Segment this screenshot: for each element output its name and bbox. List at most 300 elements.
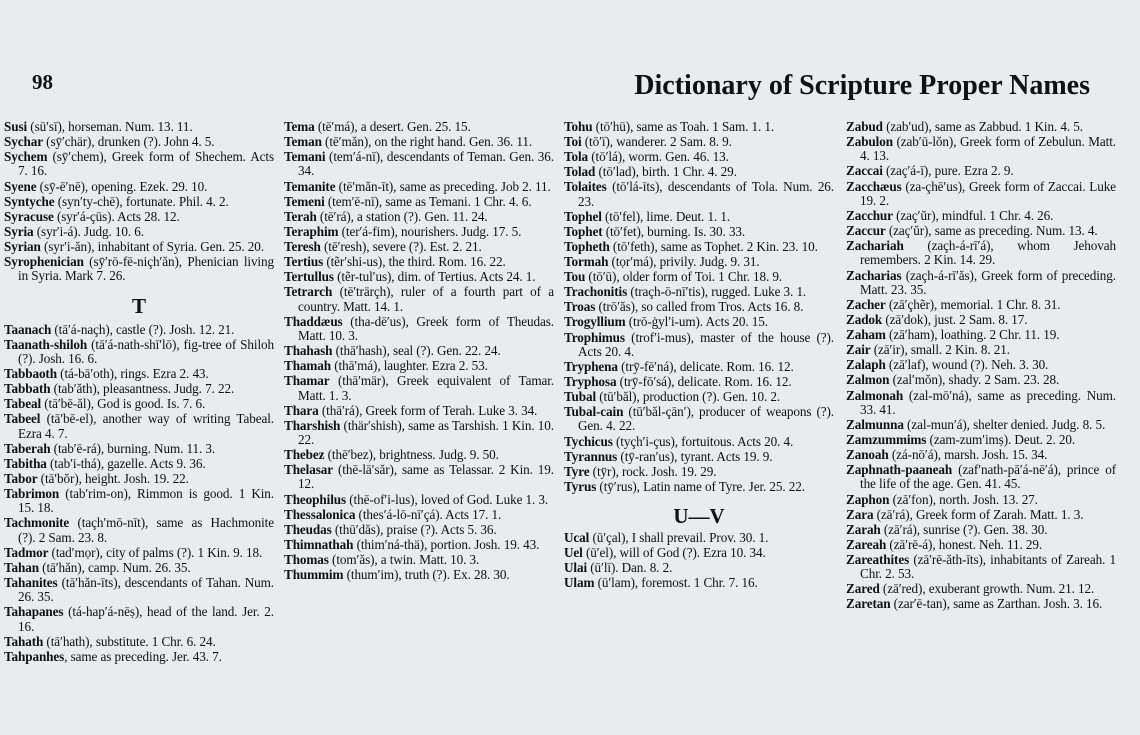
entry-definition: (thär′shish), same as Tarshish. 1 Kin. 10. 22.: [298, 417, 554, 447]
entry-headword: Trachonitis: [564, 284, 628, 300]
entry-definition: (tom′ăs), a twin. Matt. 10. 3.: [328, 551, 480, 567]
entry-definition: (ū′çal), I shall prevail. Prov. 30. 1.: [589, 530, 769, 546]
dictionary-entry: [4, 546, 274, 560]
dictionary-entry: [4, 338, 274, 367]
entry-definition: (zaçh-á-rī′á), whom Jehovah remembers. 2 Kin. 14. 29.: [860, 238, 1116, 268]
entry-definition: (zá-nō′á), marsh. Josh. 15. 34.: [888, 447, 1048, 463]
dictionary-entry: [846, 298, 1116, 312]
dictionary-entry: [4, 225, 274, 239]
entry-headword: Tola: [564, 149, 589, 165]
entry-headword: Temeni: [284, 193, 325, 209]
entry-definition: (sū′sī), horseman. Num. 13. 11.: [27, 119, 193, 134]
dictionary-entry: [4, 397, 274, 411]
entry-definition: (syr′i-á). Judg. 10. 6.: [33, 223, 144, 239]
entry-headword: Zadok: [846, 312, 883, 328]
section-heading: T: [131, 293, 146, 318]
entry-headword: Trogyllium: [564, 314, 626, 330]
dictionary-entry: [846, 582, 1116, 596]
dictionary-entry: [564, 331, 834, 360]
entry-headword: Zacher: [846, 296, 886, 312]
entry-headword: Thaddæus: [284, 313, 343, 329]
dictionary-entry: [846, 597, 1116, 611]
entry-headword: Thimnathah: [284, 536, 354, 552]
entry-definition: (zaç′ŭr), mindful. 1 Chr. 4. 26.: [892, 207, 1054, 223]
dictionary-entry: [284, 568, 554, 582]
section-heading: U—V: [673, 504, 725, 529]
entry-headword: Tabeel: [4, 411, 41, 427]
entry-headword: Tadmor: [4, 544, 49, 560]
dictionary-entry: [846, 224, 1116, 238]
entry-definition: , same as preceding. Jer. 43. 7.: [64, 648, 222, 664]
entry-headword: Tabbaoth: [4, 366, 57, 382]
entry-headword: Tabitha: [4, 455, 47, 471]
dictionary-entry: [4, 442, 274, 456]
entry-headword: Zacchur: [846, 207, 893, 223]
dictionary-entry: [564, 315, 834, 329]
entry-definition: (zā′rá), Greek form of Zarah. Matt. 1. 3.: [873, 506, 1084, 522]
dictionary-entry: [564, 300, 834, 314]
entry-definition: (tab′ē-rá), burning. Num. 11. 3.: [50, 440, 216, 456]
dictionary-entry: [846, 120, 1116, 134]
entry-definition: (tē′trärçh), ruler of a fourth part of a country. Matt. 14. 1.: [298, 284, 554, 314]
entry-headword: Tema: [284, 119, 315, 134]
entry-headword: Syntyche: [4, 193, 55, 209]
entry-headword: Ucal: [564, 530, 590, 546]
entry-headword: Zaphnath-paaneah: [846, 462, 953, 478]
entry-definition: (syr′á-çūs). Acts 28. 12.: [53, 208, 180, 224]
dictionary-entry: [284, 225, 554, 239]
entry-headword: Teresh: [284, 238, 321, 254]
entry-headword: Uel: [564, 545, 583, 561]
dictionary-entry: [4, 605, 274, 634]
entry-definition: (tȳ′rus), Latin name of Tyre. Jer. 25. 22.: [596, 478, 805, 494]
dictionary-entry: [4, 195, 274, 209]
dictionary-entry: [284, 359, 554, 373]
entry-definition: (tō′feth), same as Tophet. 2 Kin. 23. 10.: [609, 238, 818, 254]
entry-headword: Syrophenician: [4, 254, 84, 270]
column-4: [846, 120, 1116, 613]
entry-headword: Tachmonite: [4, 515, 70, 531]
entry-definition: (trȳ-fō′sá), delicate. Rom. 16. 12.: [616, 374, 792, 389]
entry-headword: Thebez: [284, 447, 325, 463]
entry-definition: (zal-mō′ná), same as preceding. Num. 33. 41.: [860, 387, 1116, 417]
entry-headword: Toi: [564, 134, 582, 150]
column-1: [4, 120, 274, 665]
dictionary-entry: [4, 135, 274, 149]
dictionary-entry: [846, 448, 1116, 462]
entry-definition: (tō′hū), same as Toah. 1 Sam. 1. 1.: [592, 119, 775, 134]
entry-definition: (zal′mŏn), shady. 2 Sam. 23. 28.: [889, 372, 1060, 388]
entry-definition: (za-çhē′us), Greek form of Zaccai. Luke 19. 2.: [860, 178, 1116, 208]
entry-headword: Tophel: [564, 208, 602, 224]
entry-headword: Tertullus: [284, 269, 334, 285]
entry-definition: (zaf′nath-pā′á-nē′á), prince of the life of the age. Gen. 41. 45.: [860, 462, 1116, 492]
entry-definition: (tȳ-ran′us), tyrant. Acts 19. 9.: [617, 448, 773, 464]
entry-headword: Tabbath: [4, 381, 51, 397]
entry-definition: (zā′çhẽr), memorial. 1 Chr. 8. 31.: [885, 296, 1061, 312]
entry-definition: (zaçh-á-rī′ăs), Greek form of preceding. Matt. 23. 35.: [860, 267, 1116, 297]
dictionary-entry: [4, 516, 274, 545]
entry-headword: Tyrus: [564, 478, 597, 494]
entry-headword: Tychicus: [564, 433, 613, 449]
entry-headword: Tolaites: [564, 179, 607, 195]
dictionary-entry: [564, 450, 834, 464]
entry-definition: (zā′ham), loathing. 2 Chr. 11. 19.: [885, 327, 1060, 343]
entry-headword: Tyre: [564, 463, 590, 479]
entry-headword: Zared: [846, 581, 880, 597]
dictionary-entry: [846, 239, 1116, 268]
entry-headword: Tryphena: [564, 358, 618, 374]
dictionary-entry: [284, 285, 554, 314]
page-number: 98: [32, 70, 53, 94]
entry-headword: Troas: [564, 299, 596, 315]
entry-definition: (ū′lī). Dan. 8. 2.: [587, 560, 673, 576]
entry-headword: Tahapanes: [4, 604, 64, 620]
entry-headword: Zalmon: [846, 372, 890, 388]
entry-definition: (tā′hath), substitute. 1 Chr. 6. 24.: [43, 633, 216, 649]
entry-definition: (tā′hăn-īts), descendants of Tahan. Num. 26. 35.: [18, 575, 274, 605]
entry-definition: (ter′á-fim), nourishers. Judg. 17. 5.: [338, 223, 522, 239]
entry-definition: (tō′fet), burning. Is. 30. 33.: [602, 223, 746, 239]
dictionary-entry: [284, 448, 554, 462]
entry-headword: Zair: [846, 342, 871, 358]
entry-definition: (zab′ū-lŏn), Greek form of Zebulun. Matt. 4. 13.: [860, 134, 1116, 164]
entry-headword: Thummim: [284, 567, 344, 583]
dictionary-entry: [284, 120, 554, 134]
dictionary-entry: [564, 435, 834, 449]
entry-headword: Zacharias: [846, 267, 902, 283]
entry-definition: (zaç′á-ī), pure. Ezra 2. 9.: [882, 163, 1014, 179]
entry-headword: Tabor: [4, 470, 38, 486]
entry-definition: (thum′im), truth (?). Ex. 28. 30.: [343, 567, 510, 583]
entry-headword: Zacchæus: [846, 178, 902, 194]
entry-headword: Taanath-shiloh: [4, 336, 88, 352]
entry-headword: Temanite: [284, 178, 336, 194]
dictionary-entry: [284, 493, 554, 507]
dictionary-entry: [564, 561, 834, 575]
entry-definition: (zar′ē-tan), same as Zarthan. Josh. 3. 16.: [890, 596, 1103, 612]
entry-headword: Thessalonica: [284, 506, 356, 522]
entry-headword: Tertius: [284, 254, 324, 270]
entry-headword: Tahpanhes: [4, 648, 65, 664]
entry-headword: Tahanites: [4, 575, 58, 591]
entry-headword: Sychar: [4, 134, 43, 150]
dictionary-entry: [564, 270, 834, 284]
entry-definition: (tā′bē-el), another way of writing Tabeal. Ezra 4. 7.: [18, 411, 274, 441]
dictionary-entry: [284, 315, 554, 344]
entry-headword: Susi: [4, 119, 28, 134]
entry-headword: Temani: [284, 149, 326, 165]
dictionary-entry: [846, 358, 1116, 372]
entry-definition: (tē′rá), a station (?). Gen. 11. 24.: [316, 208, 488, 224]
dictionary-entry: [4, 255, 274, 284]
entry-definition: (ū′el), will of God (?). Ezra 10. 34.: [582, 545, 766, 561]
entry-headword: Theudas: [284, 521, 332, 537]
dictionary-entry: [4, 210, 274, 224]
entry-definition: (zab′ud), same as Zabbud. 1 Kin. 4. 5.: [882, 119, 1083, 134]
entry-headword: Tophet: [564, 223, 603, 239]
entry-definition: (tū′băl-çān′), producer of weapons (?). Gen. 4. 22.: [578, 404, 834, 434]
entry-definition: (traçh-ō-nī′tis), rugged. Luke 3. 1.: [627, 284, 807, 300]
entry-definition: (tō′lá), worm. Gen. 46. 13.: [588, 149, 729, 165]
entry-definition: (tō′ū), older form of Toi. 1 Chr. 18. 9.: [585, 269, 783, 285]
entry-definition: (thū′dăs), praise (?). Acts 5. 36.: [331, 521, 497, 537]
entry-headword: Thamah: [284, 358, 332, 374]
dictionary-entry: [846, 523, 1116, 537]
entry-definition: (zaç′ŭr), same as preceding. Num. 13. 4.: [885, 223, 1098, 239]
dictionary-entry: [846, 373, 1116, 387]
dictionary-entry: [284, 135, 554, 149]
entry-definition: (tȳr), rock. Josh. 19. 29.: [589, 463, 717, 479]
entry-headword: Zaphon: [846, 491, 890, 507]
entry-definition: (thē-lā′săr), same as Telassar. 2 Kin. 19. 12.: [298, 462, 554, 492]
dictionary-entry: [564, 360, 834, 374]
entry-headword: Thara: [284, 402, 319, 418]
entry-headword: Zarah: [846, 521, 881, 537]
dictionary-entry: [284, 150, 554, 179]
entry-definition: (syr′i-ăn), inhabitant of Syria. Gen. 25. 20.: [40, 238, 264, 254]
entry-definition: (zā′rē-ăth-īts), inhabitants of Zareah. 1 Chr. 2. 53.: [860, 551, 1116, 582]
entry-headword: Syene: [4, 178, 37, 194]
entry-headword: Zamzummims: [846, 431, 927, 447]
entry-definition: (tā′á-nath-shī′lō), fig-tree of Shiloh (?). Josh. 16. 6.: [18, 336, 274, 367]
entry-headword: Taberah: [4, 440, 51, 456]
entry-headword: Theophilus: [284, 491, 347, 507]
entry-headword: Tetrarch: [284, 284, 333, 300]
dictionary-entry: [846, 135, 1116, 164]
entry-definition: (thā′má), laughter. Ezra 2. 53.: [331, 358, 488, 374]
entry-headword: Tharshish: [284, 417, 341, 433]
entry-definition: (tū′băl), production (?). Gen. 10. 2.: [596, 389, 781, 405]
entry-definition: (zā′rá), sunrise (?). Gen. 38. 30.: [880, 521, 1048, 537]
column-2: [284, 120, 554, 583]
entry-definition: (tab′i-thá), gazelle. Acts 9. 36.: [46, 455, 206, 471]
page-title: Dictionary of Scripture Proper Names: [634, 70, 1090, 101]
entry-definition: (syn′ty-chē), fortunate. Phil. 4. 2.: [54, 193, 229, 209]
entry-definition: (tá-bā′oth), rings. Ezra 2. 43.: [56, 366, 209, 382]
dictionary-entry: [284, 508, 554, 522]
dictionary-entry: [564, 240, 834, 254]
dictionary-entry: [846, 164, 1116, 178]
entry-headword: Zabulon: [846, 134, 893, 150]
dictionary-entry: [846, 313, 1116, 327]
dictionary-entry: [4, 487, 274, 516]
entry-definition: (zā′red), exuberant growth. Num. 21. 12.: [879, 581, 1095, 597]
entry-headword: Zabud: [846, 119, 883, 134]
dictionary-entry: [846, 538, 1116, 552]
entry-headword: Syrian: [4, 238, 41, 254]
entry-headword: Tryphosa: [564, 374, 617, 389]
dictionary-entry: [564, 390, 834, 404]
entry-headword: Syracuse: [4, 208, 54, 224]
dictionary-entry: [846, 418, 1116, 432]
dictionary-entry: [4, 457, 274, 471]
entry-headword: Tubal: [564, 389, 597, 405]
entry-headword: Zachariah: [846, 238, 904, 254]
dictionary-entry: [564, 546, 834, 560]
dictionary-entry: [284, 270, 554, 284]
dictionary-entry: [846, 180, 1116, 209]
column-3: [564, 120, 834, 592]
entry-definition: (trȳ-fē′ná), delicate. Rom. 16. 12.: [617, 358, 794, 374]
dictionary-entry: [284, 374, 554, 403]
entry-definition: (tá-hap′á-nēṣ), head of the land. Jer. 2. 16.: [18, 604, 274, 634]
entry-definition: (thes′á-lō-nī′çá). Acts 17. 1.: [355, 506, 502, 522]
dictionary-entry: [564, 150, 834, 164]
entry-definition: (tad′mọr), city of palms (?). 1 Kin. 9. 18.: [48, 544, 263, 560]
entry-headword: Thahash: [284, 343, 333, 359]
entry-headword: Tou: [564, 269, 586, 285]
entry-headword: Trophimus: [564, 329, 625, 345]
entry-headword: Thamar: [284, 373, 330, 389]
entry-headword: Thelasar: [284, 462, 334, 478]
entry-headword: Tyrannus: [564, 448, 618, 464]
entry-headword: Teraphim: [284, 223, 339, 239]
entry-definition: (sȳ′chem), Greek form of Shechem. Acts 7. 16.: [18, 149, 274, 179]
entry-definition: (tha-dē′us), Greek form of Theudas. Matt. 10. 3.: [298, 313, 554, 343]
entry-definition: (tā′á-naçh), castle (?). Josh. 12. 21.: [51, 321, 235, 337]
dictionary-entry: [564, 465, 834, 479]
dictionary-entry: [284, 344, 554, 358]
dictionary-entry: [4, 120, 274, 134]
dictionary-entry: [564, 375, 834, 389]
dictionary-entry: [846, 389, 1116, 418]
entry-headword: Zaccur: [846, 223, 886, 239]
entry-definition: (sȳ-ē′nē), opening. Ezek. 29. 10.: [36, 178, 208, 194]
dictionary-entry: [284, 240, 554, 254]
dictionary-entry: [846, 343, 1116, 357]
entry-definition: (zā′rē-á), honest. Neh. 11. 29.: [886, 536, 1043, 552]
entry-definition: (tẽr-tul′us), dim. of Tertius. Acts 24. 1.: [333, 269, 536, 285]
dictionary-entry: [4, 412, 274, 441]
entry-definition: (sȳ′rō-fē-niçh′ăn), Phenician living in Syria. Mark 7. 26.: [18, 254, 274, 284]
entry-definition: (tẽr′shi-us), the third. Rom. 16. 22.: [323, 254, 506, 270]
dictionary-entry: [846, 553, 1116, 582]
dictionary-entry: [284, 463, 554, 492]
entry-headword: Zaccai: [846, 163, 883, 179]
entry-headword: Terah: [284, 208, 317, 224]
entry-headword: Zareah: [846, 536, 887, 552]
dictionary-entry: [4, 561, 274, 575]
entry-headword: Tabeal: [4, 396, 42, 412]
dictionary-entry: [284, 404, 554, 418]
dictionary-entry: [564, 225, 834, 239]
entry-definition: (tā′bē-ăl), God is good. Is. 7. 6.: [41, 396, 206, 412]
dictionary-entry: [4, 576, 274, 605]
dictionary-entry: [564, 531, 834, 545]
entry-definition: (thē′bez), brightness. Judg. 9. 50.: [324, 447, 499, 463]
entry-definition: (tem′á-nī), descendants of Teman. Gen. 36. 34.: [298, 149, 554, 179]
entry-definition: (tō′fel), lime. Deut. 1. 1.: [601, 208, 731, 224]
entry-headword: Thomas: [284, 551, 329, 567]
entry-headword: Tahan: [4, 559, 39, 575]
entry-definition: (tab′rim-on), Rimmon is good. 1 Kin. 15. 18.: [18, 486, 274, 516]
entry-definition: (zā′fon), north. Josh. 13. 27.: [889, 491, 1038, 507]
entry-headword: Sychem: [4, 149, 48, 165]
dictionary-entry: [4, 472, 274, 486]
entry-definition: (zal-mun′á), shelter denied. Judg. 8. 5.: [903, 416, 1106, 432]
entry-headword: Zalmonah: [846, 387, 904, 403]
dictionary-entry: [284, 195, 554, 209]
entry-definition: (trō-ġyl′i-um). Acts 20. 15.: [625, 314, 768, 330]
dictionary-entry: [564, 120, 834, 134]
dictionary-entry: [284, 553, 554, 567]
entry-definition: (zā′ir), small. 2 Kin. 8. 21.: [870, 342, 1010, 358]
dictionary-entry: [4, 382, 274, 396]
entry-definition: (taçh′mō-nīt), same as Hachmonite (?). 2 Sam. 23. 8.: [18, 515, 274, 545]
dictionary-entry: [846, 433, 1116, 447]
entry-headword: Topheth: [564, 238, 610, 254]
entry-headword: Zalmunna: [846, 416, 904, 432]
entry-headword: Zaretan: [846, 596, 891, 612]
entry-definition: (tyçh′i-çus), fortuitous. Acts 20. 4.: [612, 433, 794, 449]
entry-definition: (thim′ná-thä), portion. Josh. 19. 43.: [353, 536, 540, 552]
dictionary-entry: [564, 405, 834, 434]
entry-definition: (tab′ăth), pleasantness. Judg. 7. 22.: [50, 381, 235, 397]
dictionary-entry: [564, 285, 834, 299]
entry-definition: (ū′lam), foremost. 1 Chr. 7. 16.: [594, 575, 758, 591]
entry-headword: Ulam: [564, 575, 595, 591]
entry-headword: Tohu: [564, 119, 593, 134]
entry-headword: Ulai: [564, 560, 588, 576]
dictionary-entry: [284, 255, 554, 269]
entry-headword: Zara: [846, 506, 874, 522]
entry-definition: (tē′măn-īt), same as preceding. Job 2. 11.: [335, 178, 551, 194]
entry-headword: Zareathites: [846, 551, 910, 567]
dictionary-entry: [846, 269, 1116, 298]
entry-definition: (zam-zum′imṣ). Deut. 2. 20.: [926, 431, 1076, 447]
dictionary-entry: [4, 180, 274, 194]
entry-definition: (thā′rá), Greek form of Terah. Luke 3. 34.: [318, 402, 538, 418]
entry-definition: (tē′măn), on the right hand. Gen. 36. 11.: [321, 134, 533, 150]
entry-definition: (tō′lá-īts), descendants of Tola. Num. 26. 23.: [578, 179, 834, 209]
dictionary-body: [4, 120, 1140, 735]
dictionary-entry: [846, 508, 1116, 522]
dictionary-entry: [284, 210, 554, 224]
dictionary-entry: [564, 255, 834, 269]
entry-headword: Tahath: [4, 633, 44, 649]
entry-definition: (tē′resh), severe (?). Est. 2. 21.: [320, 238, 482, 254]
entry-definition: (tō′ī), wanderer. 2 Sam. 8. 9.: [581, 134, 732, 150]
dictionary-entry: [564, 210, 834, 224]
entry-definition: (trō′ăs), so called from Tros. Acts 16. 8.: [595, 299, 804, 315]
entry-headword: Tolad: [564, 164, 596, 180]
dictionary-entry: [4, 240, 274, 254]
entry-definition: (tō′lad), birth. 1 Chr. 4. 29.: [595, 164, 737, 180]
entry-headword: Tubal-cain: [564, 404, 624, 420]
entry-headword: Taanach: [4, 321, 52, 337]
entry-headword: Syria: [4, 223, 34, 239]
entry-definition: (tọr′má), privily. Judg. 9. 31.: [608, 254, 760, 270]
entry-headword: Zalaph: [846, 357, 886, 373]
dictionary-entry: [284, 419, 554, 448]
entry-definition: (tā′hăn), camp. Num. 26. 35.: [38, 559, 191, 575]
entry-headword: Tabrimon: [4, 486, 60, 502]
dictionary-entry: [284, 180, 554, 194]
entry-definition: (zā′laf), wound (?). Neh. 3. 30.: [885, 357, 1049, 373]
dictionary-entry: [564, 480, 834, 494]
dictionary-entry: [846, 463, 1116, 492]
dictionary-entry: [846, 328, 1116, 342]
dictionary-entry: [284, 538, 554, 552]
dictionary-entry: [846, 209, 1116, 223]
entry-definition: (trof′i-mus), master of the house (?). Acts 20. 4.: [578, 329, 834, 359]
entry-definition: (thā′hash), seal (?). Gen. 22. 24.: [332, 343, 501, 359]
entry-definition: (tem′ē-nī), same as Temani. 1 Chr. 4. 6.: [324, 193, 532, 209]
dictionary-entry: [4, 323, 274, 337]
dictionary-entry: [564, 165, 834, 179]
entry-headword: Tormah: [564, 254, 609, 270]
